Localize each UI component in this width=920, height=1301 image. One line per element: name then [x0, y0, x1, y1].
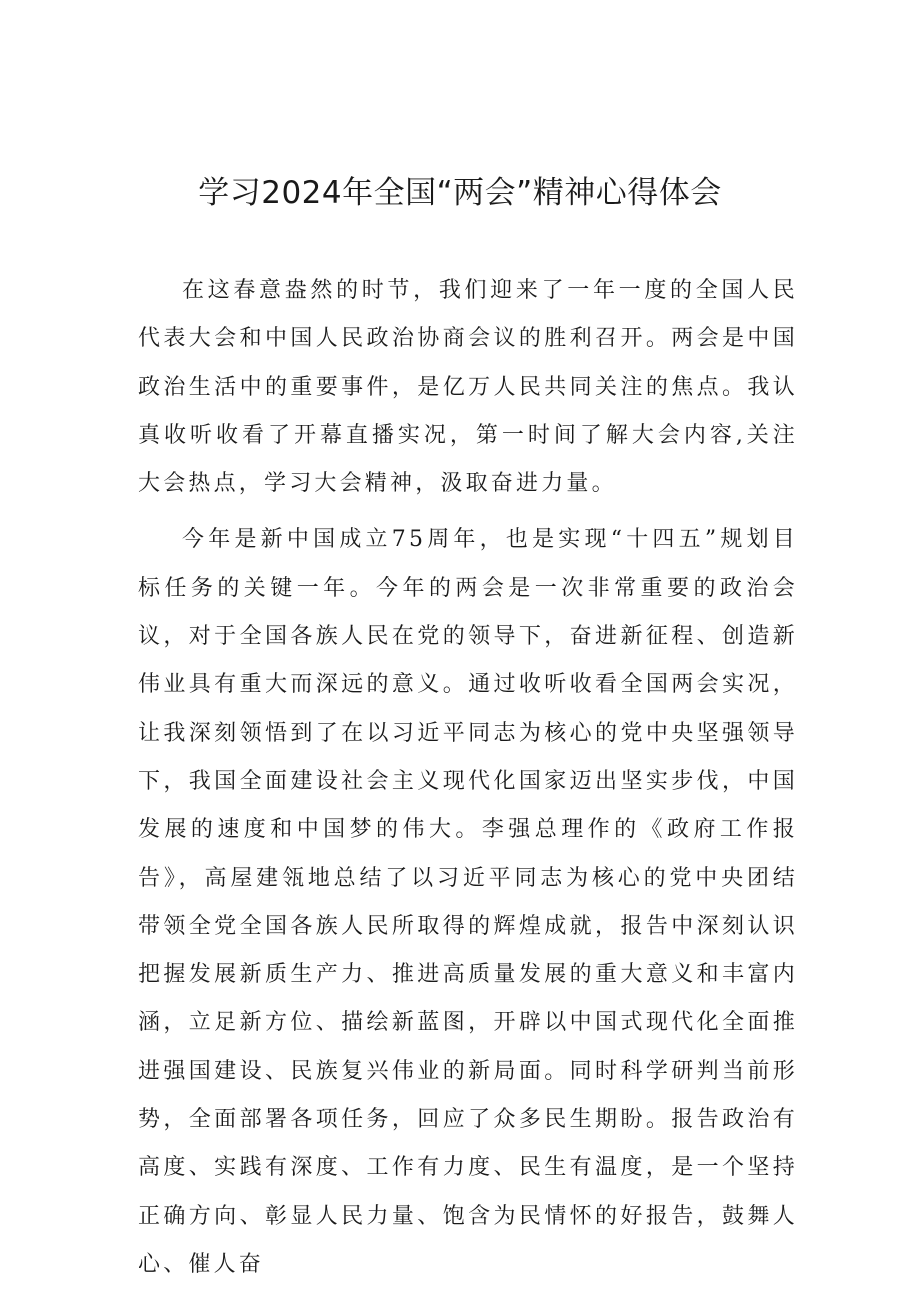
- paragraph-1: 在这春意盎然的时节，我们迎来了一年一度的全国人民代表大会和中国人民政治协商会议的胜利召开。两会是中国政治生活中的重要事件，是亿万人民共同关注的焦点。我认真收听收看了开幕直播实况，第一时间了解大会内容,关注大会热点，学习大会精神，汲取奋进力量。: [138, 278, 798, 497]
- document-body: [138, 267, 798, 1289]
- document-title: 学习2024年全国“两会”精神心得体会: [198, 175, 722, 211]
- paragraph-2: 今年是新中国成立75周年，也是实现“十四五”规划目标任务的关键一年。今年的两会是一次非常重要的政治会议，对于全国各族人民在党的领导下，奋进新征程、创造新伟业具有重大而深远的意义。通过收听收看全国两会实况，让我深刻领悟到了在以习近平同志为核心的党中央坚强领导下，我国全面建设社会主义现代化国家迈出坚实步伐，中国发展的速度和中国梦的伟大。李强总理作的《政府工作报告》，高屋建瓴地总结了以习近平同志为核心的党中央团结带领全党全国各族人民所取得的辉煌成就，报告中深刻认识把握发展新质生产力、推进高质量发展的重大意义和丰富内涵，立足新方位、描绘新蓝图，开辟以中国式现代化全面推进强国建设、民族复兴伟业的新局面。同时科学研判当前形势，全面部署各项任务，回应了众多民生期盼。报告政治有高度、实践有深度、工作有力度、民生有温度，是一个坚持正确方向、彰显人民力量、饱含为民情怀的好报告，鼓舞人心、催人奋: [138, 527, 798, 1277]
